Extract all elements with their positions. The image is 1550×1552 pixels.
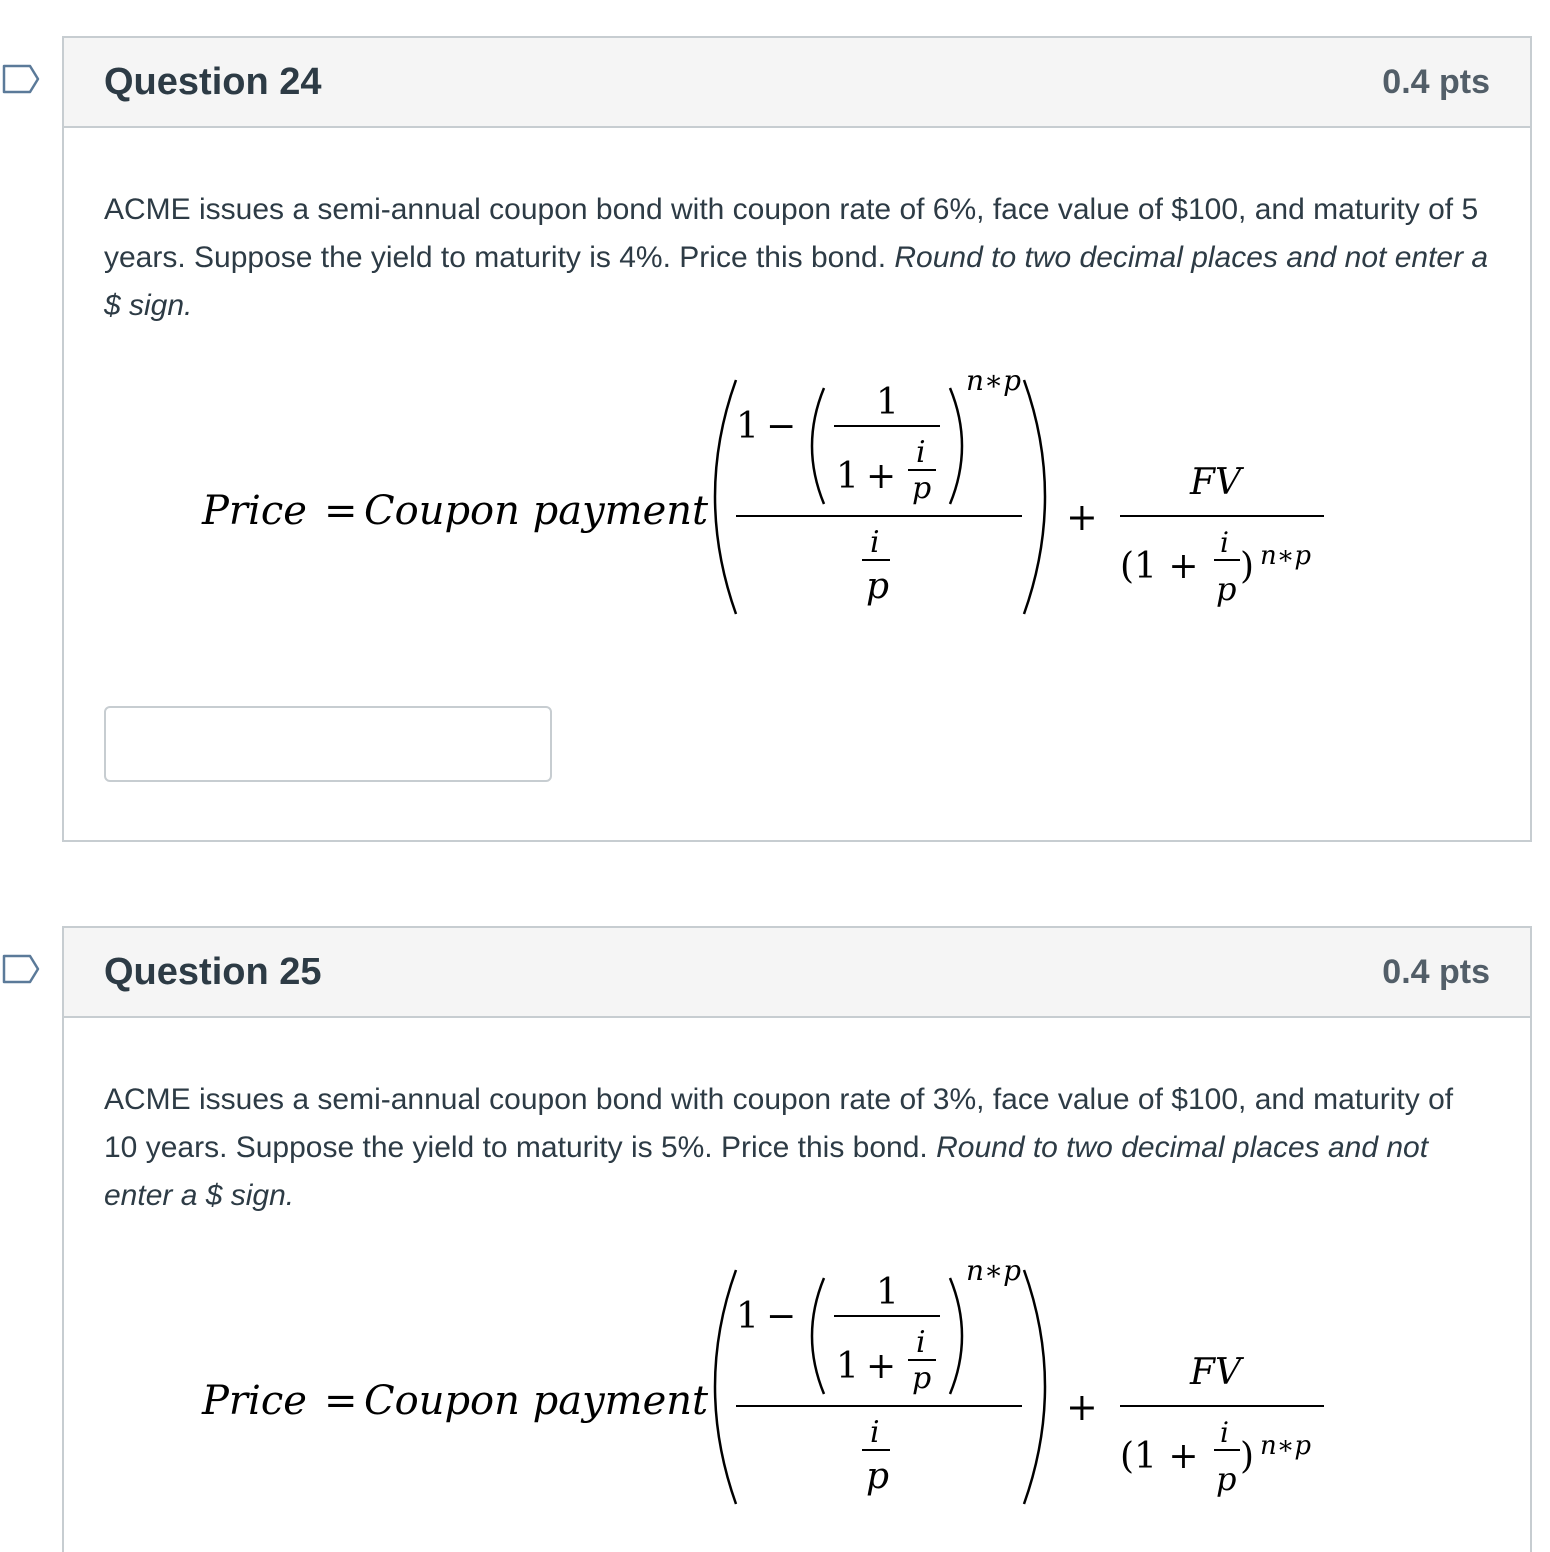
formula-fv-p: p: [1216, 570, 1237, 608]
formula-fv-denominator-open: (1 +: [1120, 1436, 1199, 1477]
formula-fv-exponent: n∗p: [1260, 541, 1312, 571]
formula-price-label: Price: [202, 1378, 307, 1424]
formula-fv-i: i: [1220, 526, 1229, 559]
question-prompt: ACME issues a semi-annual coupon bond with coupon rate of 6%, face value of $100, and maturity of 5 years. Suppose the yield to maturity is 4%. Price this bond.: [104, 193, 1479, 274]
formula-denominator-i: i: [870, 1415, 880, 1450]
question-points: 0.4 pts: [1382, 62, 1490, 101]
question-points: 0.4 pts: [1382, 952, 1490, 991]
question-body: [64, 1018, 1530, 1506]
formula-equals: =: [324, 488, 358, 534]
question-title: Question 24: [104, 60, 322, 103]
formula-inner-paren-left: [812, 1278, 824, 1394]
question-header: [64, 38, 1530, 128]
formula-minus: −: [766, 406, 797, 447]
formula-inner-paren-left: [812, 388, 824, 504]
formula-big-paren-left: [715, 380, 736, 614]
question-text: [104, 1076, 1490, 1220]
question-instruction: Round to two decimal places and not enter a $ sign.: [104, 1131, 1429, 1212]
bookmark-flag-icon[interactable]: [2, 64, 40, 94]
formula-inner-p: p: [912, 471, 932, 506]
formula-price-label: Price: [202, 488, 307, 534]
formula-inner-plus: +: [866, 1346, 897, 1387]
formula-inner-one-denominator: 1: [836, 1346, 859, 1387]
formula-coupon-label: Coupon payment: [364, 1378, 709, 1424]
bookmark-flag-icon[interactable]: [2, 954, 40, 984]
formula-inner-i: i: [916, 435, 926, 470]
formula-inner-one: 1: [876, 382, 899, 423]
formula-denominator-p: p: [866, 566, 890, 607]
formula-coupon-label: Coupon payment: [364, 488, 709, 534]
formula-big-paren-right: [1024, 380, 1045, 614]
question-title: Question 25: [104, 950, 322, 993]
formula-fv-close: ): [1240, 546, 1255, 587]
question-instruction: Round to two decimal places and not enter a $ sign.: [104, 241, 1489, 322]
formula-equals: =: [324, 1378, 358, 1424]
question-25: [62, 926, 1532, 1552]
formula-exponent: n∗p: [966, 1256, 1021, 1287]
formula-inner-paren-right: [950, 388, 962, 504]
formula-denominator-p: p: [866, 1456, 890, 1497]
formula-fv-i: i: [1220, 1416, 1229, 1449]
formula-fv-denominator-open: (1 +: [1120, 546, 1199, 587]
formula-inner-paren-right: [950, 1278, 962, 1394]
question-header: [64, 928, 1530, 1018]
formula-inner-plus: +: [866, 456, 897, 497]
bond-price-formula: [104, 1256, 1404, 1506]
formula-one: 1: [736, 406, 759, 447]
formula-big-paren-right: [1024, 1270, 1045, 1504]
formula-fv-exponent: n∗p: [1260, 1431, 1312, 1461]
answer-input[interactable]: [104, 706, 552, 782]
formula-inner-one: 1: [876, 1272, 899, 1313]
question-body: [64, 128, 1530, 616]
formula-fv-close: ): [1240, 1436, 1255, 1477]
question-text: [104, 186, 1490, 330]
formula-fv: FV: [1190, 1352, 1241, 1393]
question-24: [62, 36, 1532, 842]
formula-inner-p: p: [912, 1361, 932, 1396]
formula-denominator-i: i: [870, 525, 880, 560]
formula-plus: +: [1066, 1385, 1098, 1429]
formula-exponent: n∗p: [966, 366, 1021, 397]
formula-fv-p: p: [1216, 1460, 1237, 1498]
formula-inner-one-denominator: 1: [836, 456, 859, 497]
formula-minus: −: [766, 1296, 797, 1337]
formula-big-paren-left: [715, 1270, 736, 1504]
formula-fv: FV: [1190, 462, 1241, 503]
formula-one: 1: [736, 1296, 759, 1337]
formula-plus: +: [1066, 495, 1098, 539]
formula-inner-i: i: [916, 1325, 926, 1360]
question-prompt: ACME issues a semi-annual coupon bond with coupon rate of 3%, face value of $100, and maturity of 10 years. Suppose the yield to maturity is 5%. Price this bond.: [104, 1083, 1454, 1164]
bond-price-formula: [104, 366, 1404, 616]
